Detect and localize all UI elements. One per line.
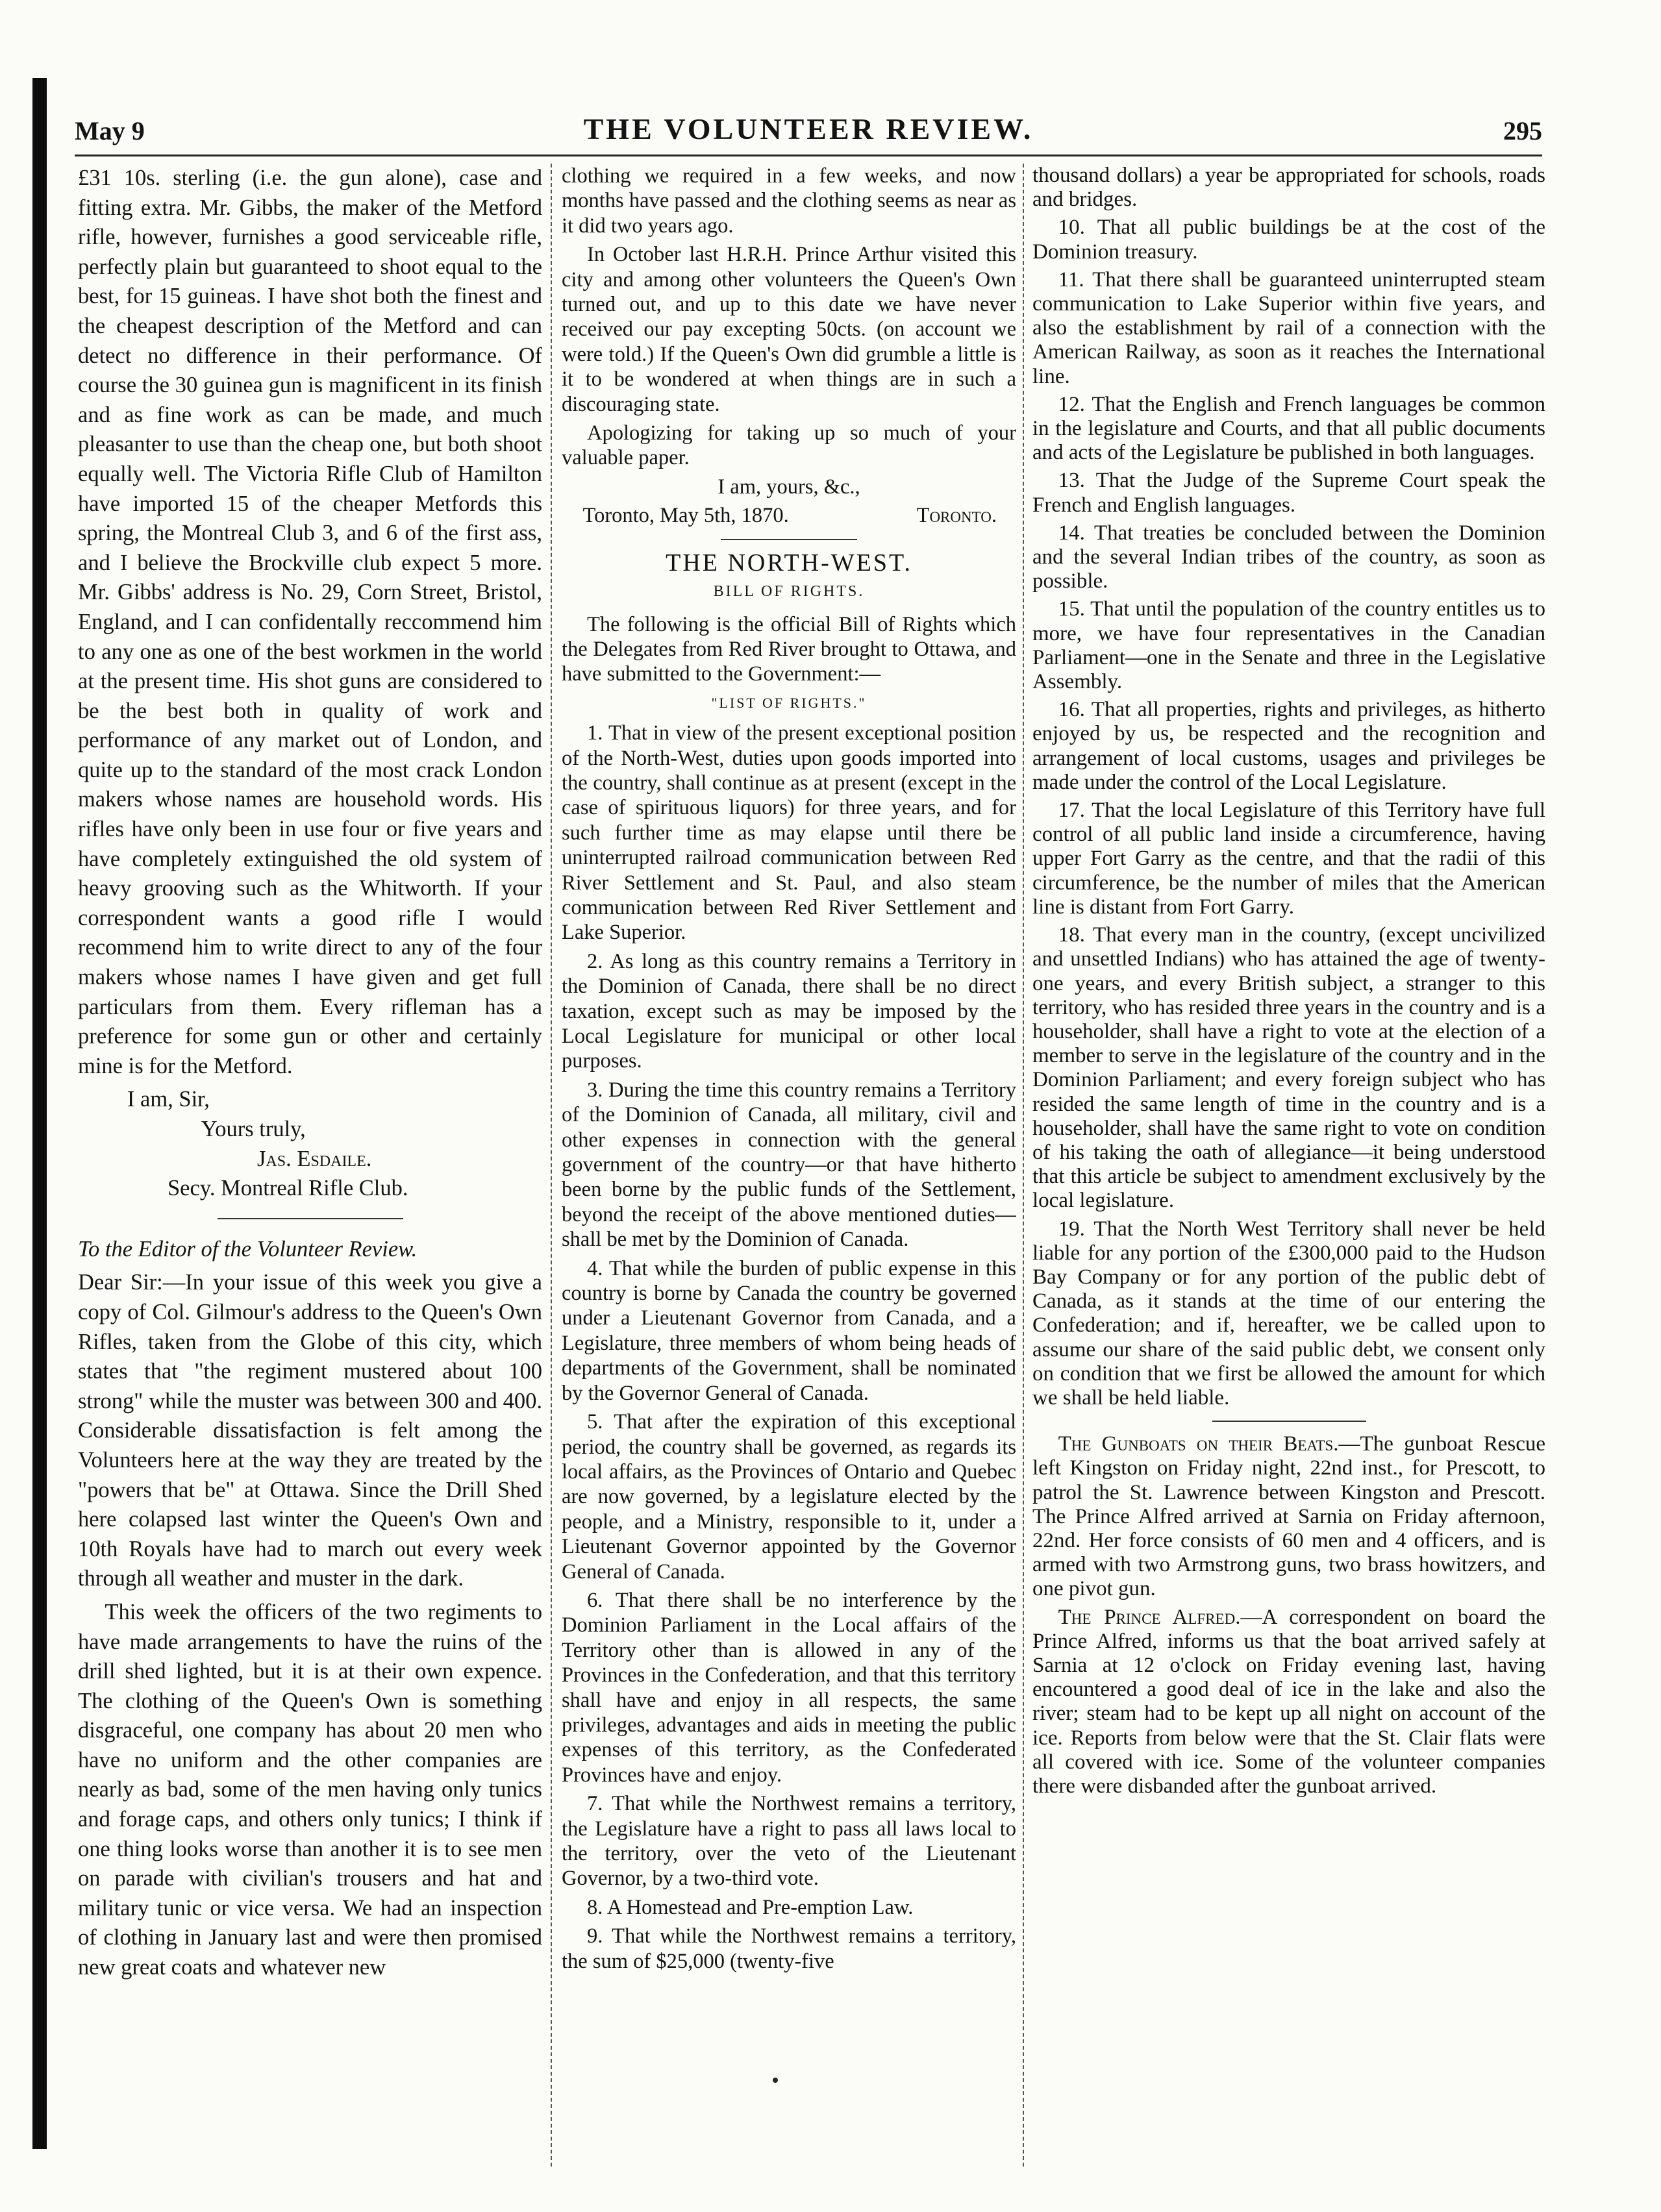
list-item: 17. That the local Legislature of this Territory have full control of all public land inside a circumference, having upper Fort Garry as the centre, and that the radii of this circumference, be the number of miles that the American line is distant from Fort Garry. [1032,799,1545,919]
letter-paragraph: In October last H.R.H. Prince Arthur visited this city and among other volunteers the Queen's Own turned out, and up to this date we have never received our pay excepting 50cts. (on account we were told.) If the Queen's Own did grumble a little is it to be wondered at when things are in such a discouraging state. [562,243,1016,416]
column-1 [78,164,542,2167]
issue-date: May 9 [75,116,145,145]
news-item-heading: The Gunboats on their Beats. [1058,1432,1339,1456]
news-item-text: —The gunboat Rescue left Kingston on Friday night, 22nd inst., for Prescott, to patrol the St. Lawrence between Kingston and Prescott. The Prince Alfred arrived at Sarnia on Friday afternoon, 22nd. Her force consists of 60 men and 4 officers, and is armed with two Armstrong guns, two brass howitzers, and one pivot gun. [1032,1432,1545,1601]
newspaper-title: THE VOLUNTEER REVIEW. [583,112,1034,145]
list-item: 18. That every man in the country, (except uncivilized and unsettled Indians) who has attained the age of twenty-one years, and every British subject, a stranger to this territory, who has resided three years in the country and is a householder, shall have a right to vote at the election of a member to serve in the legislature of the country and in the Dominion Parliament; and every foreign subject who has resided the same length of time in the country and is a householder, shall have the same right to vote on condition of his taking the oath of allegiance—it being understood that this article be subject to amendment exclusively by the local legislature. [1032,923,1545,1213]
list-item: 9. That while the Northwest remains a territory, the sum of $25,000 (twenty-five [562,1924,1016,1973]
letter-closing: I am, yours, &c., [718,475,860,499]
page-header [75,112,1542,158]
list-item: 1. That in view of the present exceptional position of the North-West, duties upon goods imported into the country, shall continue as at present (except in the case of spirituous liquors) for three years, and for such further time as may elapse until there be uninterrupted railroad communication between Red River Settlement and St. Paul, and also steam communication between Red River Settlement and Lake Superior. [562,721,1016,945]
section-divider [1212,1421,1366,1422]
rifle-letter-paragraph: £31 10s. sterling (i.e. the gun alone), case and fitting extra. Mr. Gibbs, the maker of the Metford rifle, however, furnishes a good serviceable rifle, perfectly plain but guaranteed to shoot equal to the best, for 15 guineas. I have shot both the finest and the cheapest description of the Metford and can detect no difference in their performance. Of course the 30 guinea gun is magnificent in its finish and as fine work as can be made, and much pleasanter to use than the cheap one, but both shoot equally well. The Victoria Rifle Club of Hamilton have imported 15 of the cheaper Metfords this spring, the Montreal Club 3, and 6 of the first ass, and I believe the Brockville club expect 5 more. Mr. Gibbs' address is No. 29, Corn Street, Bristol, England, and I can confidentally reccommend him to any one as one of the best workmen in the world at the present time. His shot guns are considered to be the best both in quality of work and performance of any market out of London, and quite up to the standard of the most crack London makers whose names are household words. His rifles have only been in use four or five years and have completely extinguished the old system of heavy grooving such as the Whitworth. If your correspondent wants a good rifle I would recommend him to write direct to any of the four makers whose names I have given and get full particulars from them. Every rifleman has a preference for some gun or other and certainly mine is for the Metford. [78,166,542,1078]
list-item: 16. That all properties, rights and privileges, as hitherto enjoyed by us, be respected and the recognition and arrangement of local customs, usages and privileges be made under the control of the Local Legislature. [1032,698,1545,794]
column-3 [1032,164,1545,2167]
letter-paragraph: Dear Sir:—In your issue of this week you give a copy of Col. Gilmour's address to the Queen's Own Rifles, taken from the Globe of this city, which states that "the regiment mustered about 100 strong" while the muster was between 300 and 400. Considerable dissatisfaction is felt among the Volunteers here at the way they are treated by the "powers that be" at Ottawa. Since the Drill Shed here colapsed last winter the Queen's Own and 10th Royals have had to march out every week through all weather and muster in the dark. [78,1270,542,1591]
list-item: 4. That while the burden of public expense in this country is borne by Canada the country be governed under a Lieutenant Governor from Canada, and a Legislature, three members of whom being heads of departments of the Government, shall be nominated by the Governor General of Canada. [562,1256,1016,1405]
print-mark [773,2078,778,2083]
letter-salutation: I am, Sir, [127,1087,210,1112]
section-title: THE NORTH-WEST. [666,549,912,577]
page-number: 295 [1503,116,1542,145]
list-item: 3. During the time this country remains a Territory of the Dominion of Canada, all military, civil and other expenses in connection with the general government of the country—or that have hitherto been borne by the public funds of the Settlement, beyond the receipt of the above mentioned duties—shall be met by the Dominion of Canada. [562,1078,1016,1252]
list-item: 13. That the Judge of the Supreme Court speak the French and English languages. [1032,469,1545,517]
letter-dateline [562,503,1016,528]
list-item: 8. A Homestead and Pre-emption Law. [587,1895,914,1919]
list-item: 6. That there shall be no interference by the Dominion Parliament in the Local affairs of the Territory other than is allowed in any of the Provinces in the Confederation, and that this territory shall have and enjoy in all respects, the same privileges, advantages and aids in meeting the public expenses of this territory, as the Confederated Provinces have and enjoy. [562,1588,1016,1787]
column-2 [562,164,1016,2167]
letter-paragraph: clothing we required in a few weeks, and now months have passed and the clothing seems as near as it did two years ago. [562,164,1016,238]
letter-heading: To the Editor of the Volunteer Review. [78,1236,418,1261]
letter-paragraph: This week the officers of the two regiments to have made arrangements to have the ruins of the drill shed lighted, but it is at their own expence. The clothing of the Queen's Own is something disgraceful, one company has about 20 men who have no uniform and the other companies are nearly as bad, some of the men having only tunics and forage caps, and others only tunics; I think if one thing looks worse than another it is to see men on parade with civilian's trousers and hat and military tunic or vice versa. We had an inspection of clothing in January last and were then promised new great coats and whatever new [78,1599,542,1980]
letter-signature: Jas. Esdaile. [257,1146,372,1171]
list-item: 2. As long as this country remains a Territory in the Dominion of Canada, there shall be no direct taxation, except such as may be imposed by the Local Legislature for municipal or other local purposes. [562,949,1016,1073]
list-item: 19. That the North West Territory shall never be held liable for any portion of the £300,000 paid to the Hudson Bay Company or for any portion of the public debt of Canada, as it stands at the time of our entering the Confederation; and if, hereafter, we be called upon to assume our share of the said public debt, we consent only on condition that we first be allowed the amount for which we shall be held liable. [1032,1217,1545,1410]
section-subtitle: BILL OF RIGHTS. [713,583,865,601]
list-item: 7. That while the Northwest remains a territory, the Legislature have a right to pass all laws local to the territory, over the veto of the Lieutenant Governor, by a two-third vote. [562,1792,1016,1891]
letter-closing: Yours truly, [201,1117,306,1141]
news-item-prince-alfred [1032,1606,1545,1799]
list-item: 15. That until the population of the country entitles us to more, we have four representatives in the Canadian Parliament—one in the Senate and three in the Legislative Assembly. [1032,597,1545,694]
dateline-text: Toronto, May 5th, 1870. [582,504,789,528]
column-rule-2 [1023,164,1024,2167]
list-item: 14. That treaties be concluded between the Dominion and the several Indian tribes of the country, as soon as possible. [1032,521,1545,593]
letter-signature-title: Secy. Montreal Rifle Club. [168,1176,408,1201]
column-rule-1 [551,164,552,2167]
letter-paragraph: Apologizing for taking up so much of your valuable paper. [562,421,1016,470]
news-item-heading: The Prince Alfred. [1058,1605,1241,1629]
news-item-gunboats [1032,1432,1545,1601]
section-divider [218,1218,403,1219]
list-item: thousand dollars) a year be appropriated for schools, roads and bridges. [1032,164,1545,212]
list-item: 10. That all public buildings be at the cost of the Dominion treasury. [1032,216,1545,264]
letter-signature: Toronto. [916,504,997,528]
list-item: 12. That the English and French languages be common in the legislature and Courts, and that all public documents and acts of the Legislature be published in both languages. [1032,392,1545,465]
scan-binding-edge [32,78,47,2149]
news-item-text: —A correspondent on board the Prince Alfred, informs us that the boat arrived safely at Sarnia at 12 o'clock on Friday evening last, having encountered a good deal of ice in the lake and also the river; steam had to be kept up all night on account of the ice. Reports from below were that the St. Clair flats were all covered with ice. Some of the volunteer companies there were disbanded after the gunboat arrived. [1032,1605,1545,1798]
section-intro: The following is the official Bill of Rights which the Delegates from Red River brought to Ottawa, and have submitted to the Government:— [562,612,1016,686]
header-rule [75,155,1542,156]
list-item: 11. That there shall be guaranteed uninterrupted steam communication to Lake Superior within five years, and also the establishment by rail of a connection with the American Railway, as soon as it reaches the International line. [1032,267,1545,388]
section-divider [721,539,857,540]
list-heading: "LIST OF RIGHTS." [711,694,867,711]
list-item: 5. That after the expiration of this exceptional period, the country shall be governed, as regards its local affairs, as the Provinces of Ontario and Quebec are now governed, by a legislature elected by the people, and a Ministry, responsible to it, under a Lieutenant Governor appointed by the Governor General of Canada. [562,1410,1016,1584]
